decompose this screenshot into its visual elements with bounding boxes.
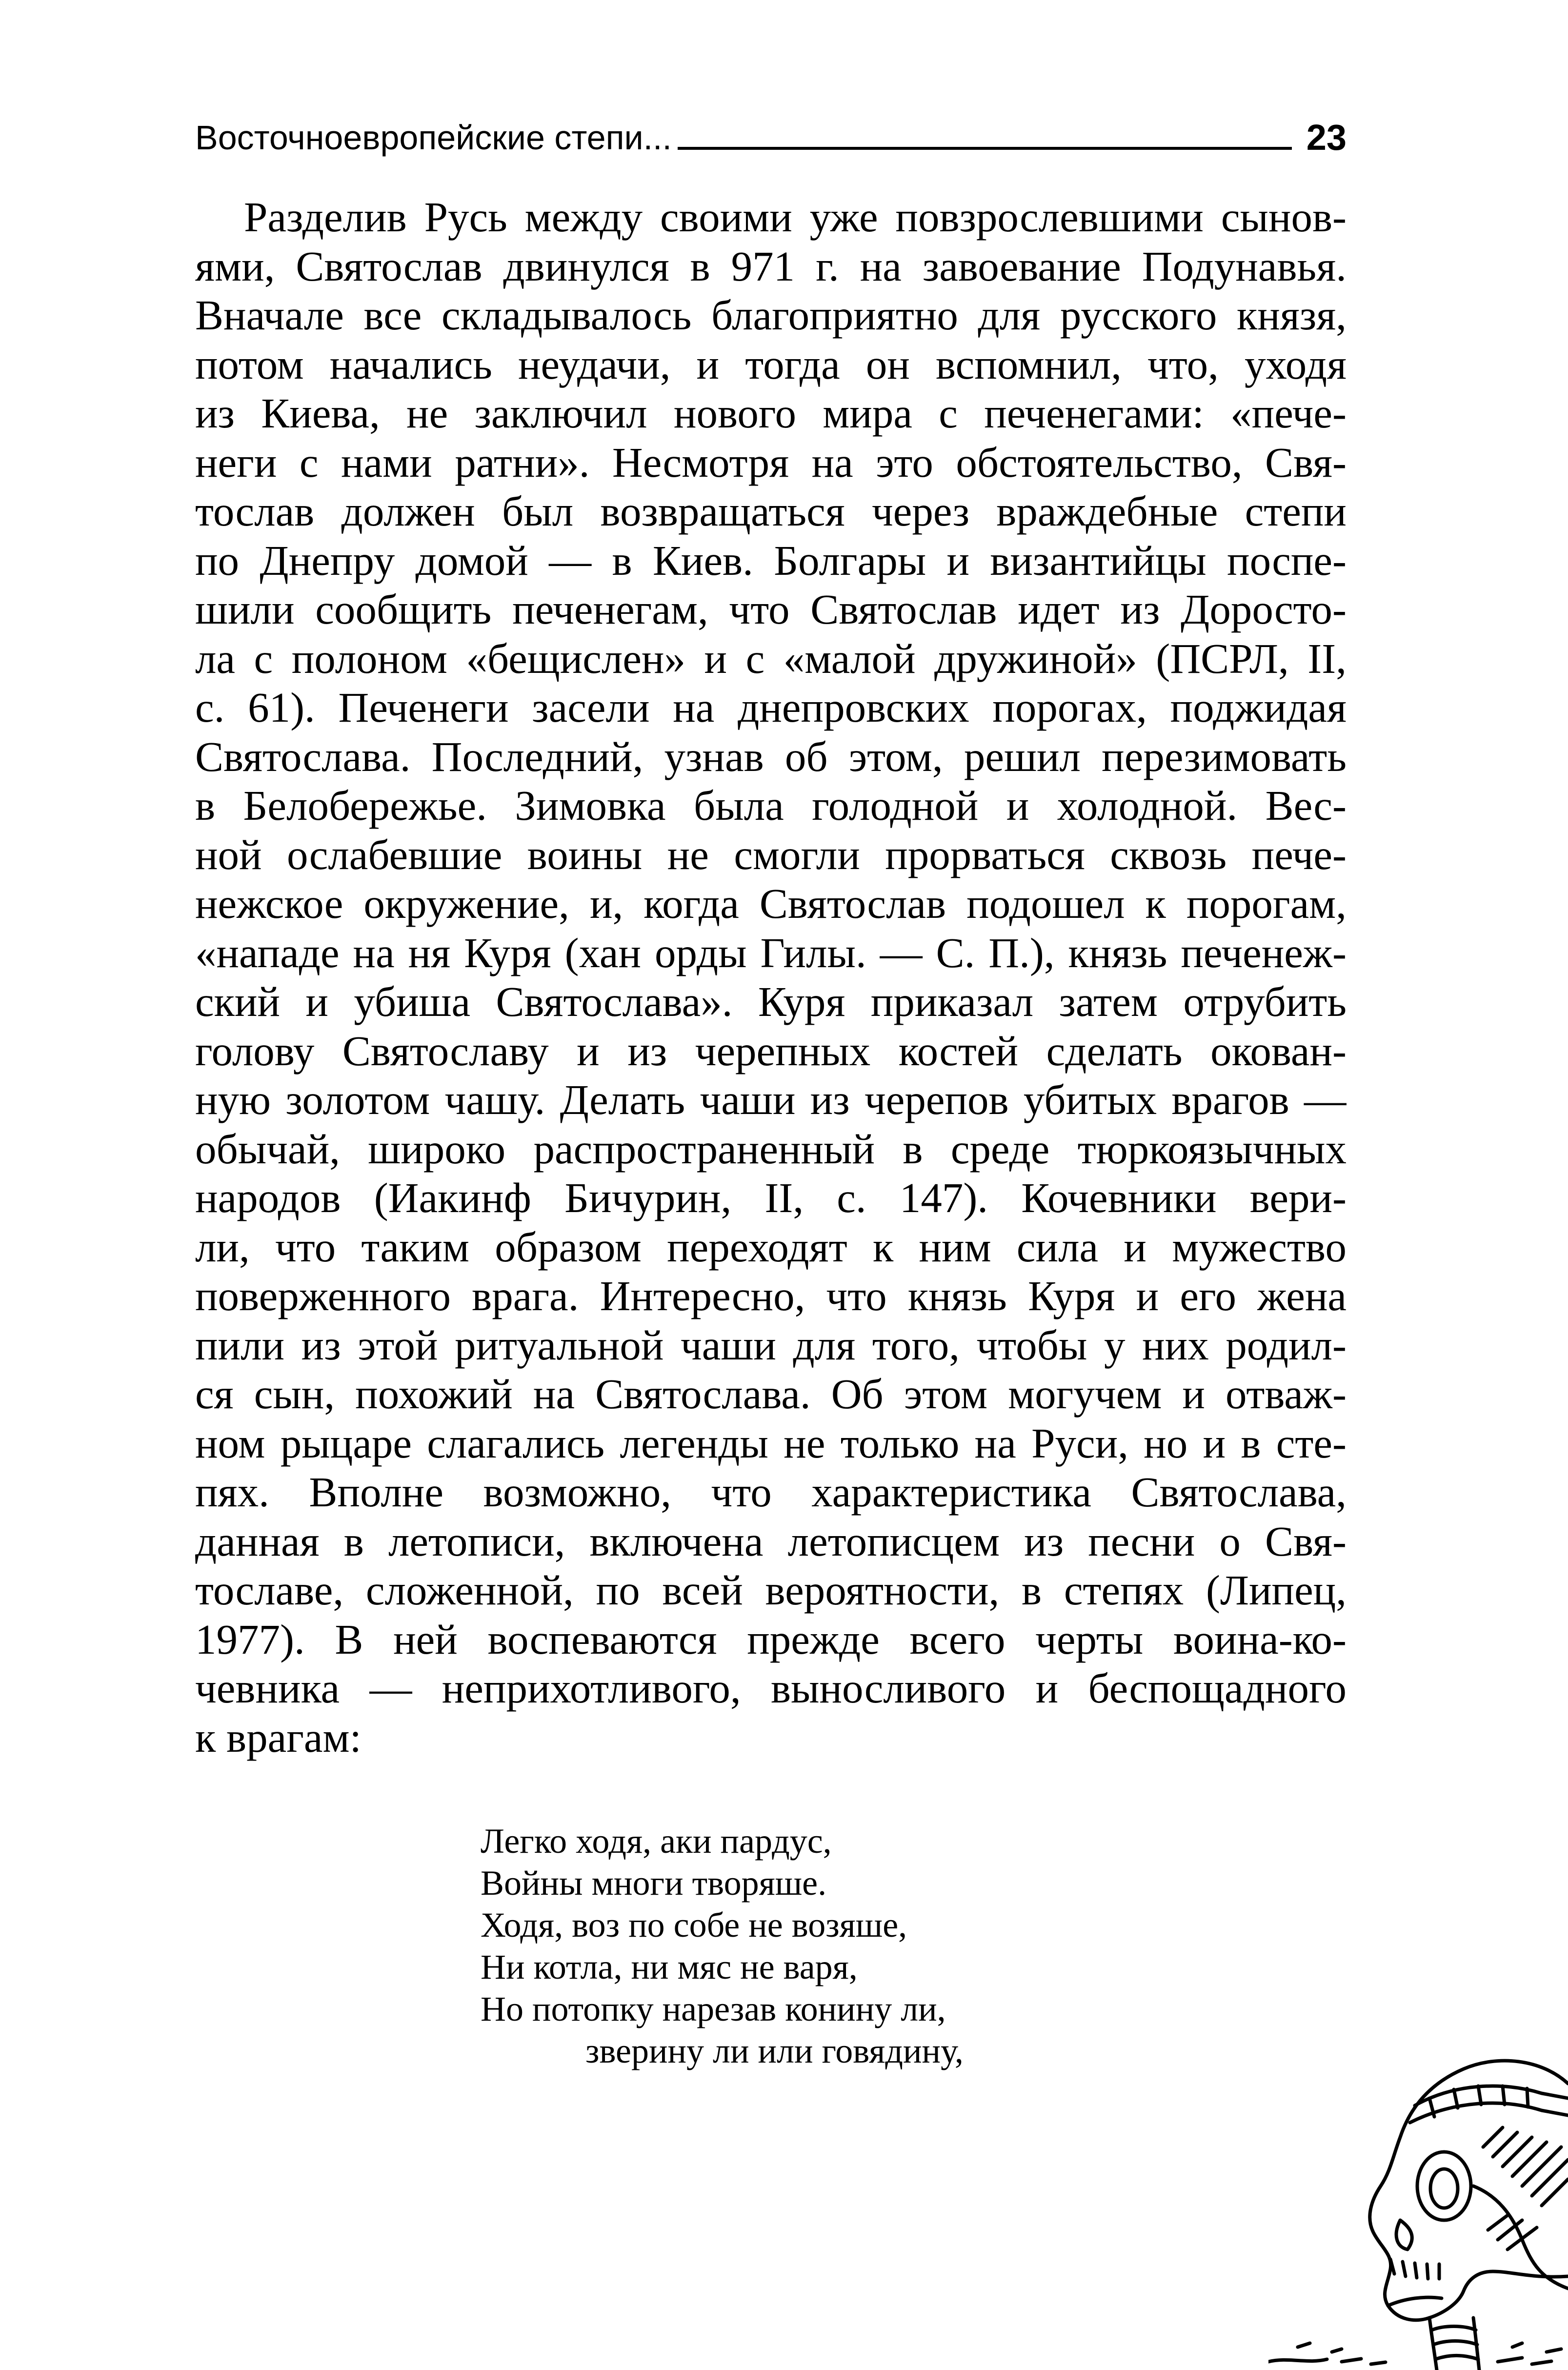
- paragraph-line: ский и убиша Святослава». Куря приказал затем отрубить: [195, 978, 1347, 1025]
- skull-icon: [1268, 2025, 1568, 2370]
- poem-line: Легко ходя, аки пардус,: [481, 1822, 832, 1861]
- paragraph-line: из Киева, не заключил нового мира с печенегами: «пече-: [195, 389, 1347, 437]
- running-title: Восточноевропейские степи...: [195, 119, 672, 157]
- main-paragraph: [195, 193, 1347, 1762]
- running-header: [195, 105, 1347, 159]
- header-rule: [678, 147, 1292, 150]
- paragraph-line: обычай, широко распространенный в среде тюркоязычных: [195, 1125, 1347, 1173]
- paragraph-line: голову Святославу и из черепных костей сделать окован-: [195, 1027, 1347, 1074]
- paragraph-line: нежское окружение, и, когда Святослав подошел к порогам,: [195, 880, 1347, 927]
- paragraph-line: шили сообщить печенегам, что Святослав идет из Доросто-: [195, 586, 1347, 633]
- paragraph-line: тослав должен был возвращаться через враждебные степи: [195, 487, 1347, 535]
- paragraph-line: народов (Иакинф Бичурин, II, с. 147). Кочевники вери-: [195, 1174, 1347, 1221]
- paragraph-line: Святослава. Последний, узнав об этом, решил перезимовать: [195, 732, 1347, 780]
- paragraph-line: 1977). В ней воспеваются прежде всего черты воина-ко-: [195, 1615, 1347, 1663]
- paragraph-line: данная в летописи, включена летописцем из песни о Свя-: [195, 1517, 1347, 1565]
- poem-line: Ходя, воз по собе не возяше,: [481, 1905, 907, 1945]
- paragraph-line: ной ослабевшие воины не смогли прорваться сквозь пече-: [195, 831, 1347, 878]
- paragraph-line: в Белобережье. Зимовка была голодной и холодной. Вес-: [195, 782, 1347, 829]
- paragraph-line: поверженного врага. Интересно, что князь Куря и его жена: [195, 1272, 1347, 1319]
- paragraph-line: пях. Вполне возможно, что характеристика Святослава,: [195, 1468, 1347, 1516]
- paragraph-line: Вначале все складывалось благоприятно для русского князя,: [195, 291, 1347, 339]
- paragraph-line: Разделив Русь между своими уже повзрослевшими сынов-: [244, 193, 1347, 241]
- poem-line: Но потопку нарезав конину ли,: [481, 1989, 946, 2028]
- paragraph-line: по Днепру домой — в Киев. Болгары и византийцы поспе-: [195, 536, 1347, 584]
- paragraph-line: чевника — неприхотливого, выносливого и беспощадного: [195, 1664, 1347, 1712]
- paragraph-line: пили из этой ритуальной чаши для того, чтобы у них родил-: [195, 1321, 1347, 1369]
- paragraph-line: «нападе на ня Куря (хан орды Гилы. — С. П.), князь печенеж-: [195, 929, 1347, 976]
- paragraph-line: неги с нами ратни». Несмотря на это обстоятельство, Свя-: [195, 438, 1347, 486]
- poem-quote: [481, 1820, 964, 2072]
- paragraph-line: к врагам:: [195, 1713, 362, 1761]
- poem-line: Ни котла, ни мяс не варя,: [481, 1947, 858, 1986]
- paragraph-line: ся сын, похожий на Святослава. Об этом могучем и отваж-: [195, 1370, 1347, 1418]
- paragraph-line: ную золотом чашу. Делать чаши из черепов убитых врагов —: [195, 1076, 1347, 1123]
- page-number: 23: [1306, 117, 1347, 158]
- paragraph-line: потом начались неудачи, и тогда он вспомнил, что, уходя: [195, 340, 1347, 388]
- paragraph-line: с. 61). Печенеги засели на днепровских порогах, поджидая: [195, 684, 1347, 731]
- paragraph-line: ли, что таким образом переходят к ним сила и мужество: [195, 1223, 1347, 1271]
- paragraph-line: ями, Святослав двинулся в 971 г. на завоевание Подунавья.: [195, 242, 1347, 290]
- poem-line: Войны многи творяше.: [481, 1864, 827, 1903]
- paragraph-line: ном рыцаре слагались легенды не только на Руси, но и в сте-: [195, 1419, 1347, 1467]
- poem-line: зверину ли или говядину,: [585, 2031, 964, 2070]
- paragraph-line: тославе, сложенной, по всей вероятности, в степях (Липец,: [195, 1566, 1347, 1614]
- paragraph-line: ла с полоном «бещислен» и с «малой дружиной» (ПСРЛ, II,: [195, 634, 1347, 682]
